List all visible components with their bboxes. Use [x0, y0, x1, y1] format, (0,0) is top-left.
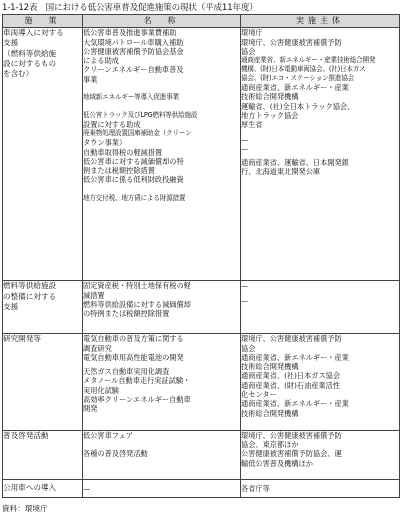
list-item: 廃棄物処理設置国庫補助金（クリーン タウン事業） [83, 129, 192, 148]
list-item: 自動車取得税の軽減措置 [83, 147, 163, 157]
table-row [3, 281, 400, 334]
list-item: 各省庁等 [241, 483, 270, 493]
row-3-meisho [83, 334, 241, 431]
row-2-meisho [83, 281, 241, 334]
list-item: 環境庁、公害健康被害補償予防 協会、東京都ほか [241, 430, 342, 450]
table-row [3, 479, 400, 497]
header-shisaku: 施 策 [3, 15, 83, 28]
list-item: メタノール自動車走行実証試験・ 実用化試験 [83, 376, 191, 395]
row-1-shisaku: 車両導入に対する 支援 （燃料等供給施 設に対するもの を含む） [3, 28, 83, 281]
list-item: 固定資産税・特別土地保有税の軽 減措置 [83, 281, 191, 300]
list-item: 燃料等供給設備に対する減価償却 の特例または税額控除措置 [83, 300, 191, 319]
source-note: 資料：環境庁 [2, 504, 48, 513]
header-meisho: 名 称 [83, 15, 241, 28]
list-item: 厚生省 [241, 120, 263, 130]
row-3-shutai [241, 334, 400, 431]
list-item: 天然ガス自動車実用化調査 [83, 367, 170, 377]
list-item: 低公害車に対する減価償却の特 例または税額控除措置 [83, 156, 184, 176]
row-5-shisaku: 公用車への導入 [3, 479, 83, 497]
table-row [3, 430, 400, 479]
row-4-shutai [241, 430, 400, 479]
list-item: 電気自動車用高性能電池の開発 [83, 352, 184, 362]
list-item: — [83, 483, 91, 493]
row-4-shisaku: 普及啓発活動 [3, 430, 83, 479]
list-item: — [241, 134, 249, 144]
list-item: 大気環境パトロール車購入補助 [83, 37, 184, 47]
list-item: 通商産業省、新エネルギー・産業 技術総合開発機構 [241, 352, 349, 372]
list-item: クリーンエネルギー自動車普及 事業 [83, 65, 184, 84]
row-4-meisho [83, 430, 241, 479]
list-item: — [241, 281, 249, 291]
table-caption: 1-1-12表 国における低公害車普及促進施策の現状（平成11年度） [2, 3, 258, 13]
row-2-shutai [241, 281, 400, 334]
list-item: 運輸省、(社)全日本トラック協会、 地方トラック協会 [241, 101, 355, 120]
list-item: — [241, 295, 249, 305]
list-item: 環境庁、公害健康被害補償予防 協会 [241, 37, 342, 56]
list-item: 地方交付税、地方債による財源措置 [83, 193, 186, 202]
list-item: 電気自動車の普及方策に関する 調査研究 [83, 334, 184, 353]
row-5-shutai [241, 479, 400, 497]
table-header-row [3, 15, 400, 28]
list-item: 通商産業省、新エネルギー・産業 技術総合開発機構 [241, 83, 349, 102]
list-item: 低公害トラック及びLPG燃料等供給施設 設置に対する助成 [83, 111, 198, 129]
list-item: 通商産業省、(財)石油産業活性 化センター [241, 380, 341, 400]
list-item: 通商産業省、運輸省、日本開発銀 行、北海道東北開発公庫 [241, 158, 349, 177]
header-shutai: 実施主体 [241, 15, 400, 28]
list-item: 地域新エネルギー等導入促進事業 [83, 93, 179, 101]
list-item: 低公害車フェア [83, 430, 133, 440]
row-5-meisho [83, 479, 241, 497]
list-item: 通商産業省、新エネルギー・産業 技術総合開発機構 [241, 399, 349, 418]
list-item: 各種の普及啓発活動 [83, 449, 148, 459]
list-item: 環境庁、公害健康被害補償予防 協会 [241, 334, 342, 353]
table-row [3, 334, 400, 431]
list-item: — [241, 143, 249, 153]
list-item: 高効率クリーンエネルギー自動車 開発 [83, 395, 191, 414]
list-item: 環境庁 [241, 28, 263, 38]
list-item: 低公害車普及推進事業費補助 [83, 28, 177, 38]
row-2-shisaku: 燃料等供給施設 の整備に対する 支援 [3, 281, 83, 334]
row-1-shutai [241, 28, 400, 281]
list-item: 低公害車に係る低利財政投融資 [83, 175, 184, 185]
policy-table [2, 14, 400, 498]
list-item: 通商産業省、(社)日本ガス協会 [241, 371, 341, 381]
row-1-meisho [83, 28, 241, 281]
row-3-shisaku: 研究開発等 [3, 334, 83, 431]
table-row [3, 28, 400, 281]
list-item: 公害健康被害補償予防協会基金 による助成 [83, 46, 184, 66]
list-item: 公害健康被害補償予防協会、運 輸低公害普及機構ほか [241, 449, 342, 468]
list-item: 通商産業省、新エネルギー・産業技術総合開発 機構、(財)日本電動車両協会、(社)日本ガス 協会、(財)エコ・ステーション推進協会 [241, 56, 376, 83]
